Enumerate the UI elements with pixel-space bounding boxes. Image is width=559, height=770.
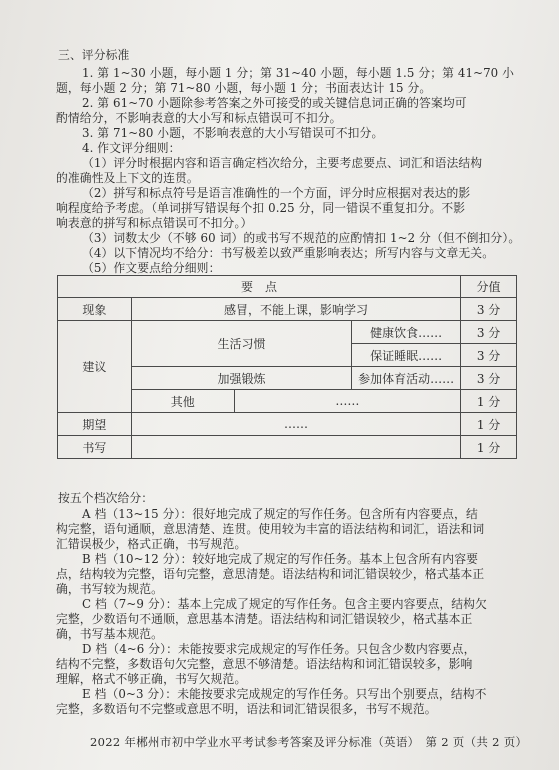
- text-line: 题，每小题 2 分；第 71~80 小题，每小题 1 分；书面表达计 15 分。: [56, 81, 432, 95]
- text-line: （2）拼写和标点符号是语言准确性的一个方面，评分时应根据对表达的影: [82, 186, 471, 200]
- sports-content: 参加体育活动……: [352, 367, 461, 390]
- table-row: [58, 298, 517, 321]
- sleep-content: 保证睡眠……: [352, 344, 461, 367]
- row-label-hope: 期望: [58, 413, 132, 436]
- text-line: （3）词数太少（不够 60 词）的或书写不规范的应酌情扣 1~2 分（但不倒扣分）。: [82, 231, 521, 245]
- row-label-phenomenon: 现象: [58, 298, 132, 321]
- text-line: 3. 第 71~80 小题，不影响表意的大小写错误可不扣分。: [82, 126, 384, 140]
- header-score: 分值: [461, 276, 517, 298]
- exercise-label: 加强锻炼: [131, 367, 351, 390]
- text-line: 确，书写较为规范。: [56, 582, 164, 596]
- row-label-advice: 建议: [58, 321, 132, 413]
- text-line: 1. 第 1~30 小题，每小题 1 分；第 31~40 小题，每小题 1.5 分；第 41~70 小: [82, 66, 515, 80]
- text-line: 完整，多数语句不完整或意思不明，语法和词汇错误很多，书写不规范。: [56, 702, 437, 716]
- text-line: D 档（4~6 分）：未能按要求完成规定的写作任务。只包含少数内容要点，: [82, 642, 476, 656]
- table-row: [58, 436, 517, 459]
- text-line: E 档（0~3 分）：未能按要求完成规定的写作任务。只写出个别要点，结构不: [82, 687, 487, 701]
- text-line: 完整，少数语句不通顺，意思基本清楚。语法结构和词汇错误较少，格式基本正: [56, 612, 473, 626]
- phenomenon-content: 感冒，不能上课，影响学习: [131, 298, 460, 321]
- sports-score: 3 分: [461, 367, 517, 390]
- text-line: （1）评分时根据内容和语言确定档次给分，主要考虑要点、词汇和语法结构: [82, 156, 483, 170]
- text-line: 结构不完整，多数语句欠完整，意思不够清楚。语法结构和词汇错误较多，影响: [56, 657, 473, 671]
- text-line: 2. 第 61~70 小题除参考答案之外可接受的或关键信息词正确的答案均可: [82, 96, 467, 110]
- other-content: ……: [234, 390, 460, 413]
- text-line: 响程度给予考虑。（单词拼写错误每个扣 0.25 分，同一错误不重复扣分。不影: [56, 201, 466, 215]
- text-line: 点，结构较为完整，语句完整，意思清楚。语法结构和词汇错误较少，格式基本正: [56, 567, 485, 581]
- writing-score: 1 分: [461, 436, 517, 459]
- hope-content: ……: [131, 413, 460, 436]
- text-line: 汇错误极少，格式正确，书写规范。: [56, 537, 247, 551]
- diet-content: 健康饮食……: [352, 321, 461, 344]
- text-line: C 档（7~9 分）：基本上完成了规定的写作任务。包含主要内容要点，结构欠: [82, 597, 487, 611]
- text-line: 按五个档次给分：: [58, 491, 154, 505]
- row-label-writing: 书写: [58, 436, 132, 459]
- table-header-row: [58, 276, 517, 298]
- table-row: [58, 321, 517, 344]
- sleep-score: 3 分: [461, 344, 517, 367]
- text-line: 酌情给分，不影响表意的大小写和标点错误可不扣分。: [56, 111, 342, 125]
- diet-score: 3 分: [461, 321, 517, 344]
- other-score: 1 分: [461, 390, 517, 413]
- text-line: A 档（13~15 分）：很好地完成了规定的写作任务。包含所有内容要点，结: [82, 507, 478, 521]
- text-line: 4. 作文评分细则：: [82, 141, 181, 155]
- table-row: [58, 413, 517, 436]
- text-line: 构完整，语句通顺，意思清楚、连贯。使用较为丰富的语法结构和词汇，语法和词: [56, 522, 485, 536]
- header-points: 要 点: [58, 276, 461, 298]
- section-title: 三、评分标准: [58, 48, 130, 62]
- text-line: 响表意的拼写和标点错误可不扣分。）: [56, 216, 253, 230]
- text-line: 理解，格式不够正确，书写欠规范。: [56, 672, 247, 686]
- text-line: 的准确性及上下文的连贯。: [56, 171, 199, 185]
- habit-label: 生活习惯: [131, 321, 351, 367]
- phenomenon-score: 3 分: [461, 298, 517, 321]
- text-line: （5）作文要点给分细则：: [82, 261, 221, 275]
- essay-scoring-table: [57, 275, 517, 459]
- text-line: （4）以下情况均不给分：书写极差以致严重影响表达；所写内容与文章无关。: [82, 246, 495, 260]
- hope-score: 1 分: [461, 413, 517, 436]
- writing-content: [131, 436, 460, 459]
- page-footer: 2022 年郴州市初中学业水平考试参考答案及评分标准（英语） 第 2 页（共 2 页）: [90, 735, 528, 749]
- text-line: 确，书写基本规范。: [56, 627, 164, 641]
- text-line: B 档（10~12 分）：较好地完成了规定的写作任务。基本上包含所有内容要: [82, 552, 478, 566]
- other-label: 其他: [131, 390, 234, 413]
